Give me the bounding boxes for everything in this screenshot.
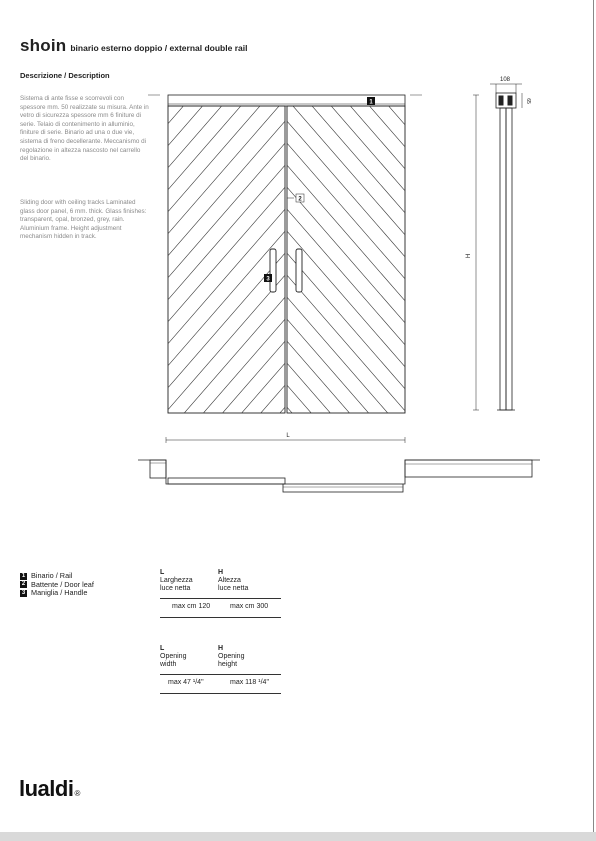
legend-number: 3 (21, 589, 26, 596)
chevron-stripe (86, 208, 286, 438)
spec-table-metric (160, 569, 281, 618)
spec-code: H (218, 569, 224, 576)
chevron-stripe (86, 186, 286, 416)
chevron-stripe (86, 32, 286, 262)
legend-number: 1 (21, 572, 26, 579)
logo-text: lualdi (19, 776, 74, 801)
chevron-stripe (286, 98, 486, 328)
callout-3 (264, 274, 272, 283)
chevron-stripe (286, 76, 486, 306)
description-english: Sliding door with ceiling tracks Laminated glass door panel, 6 mm. thick. Glass finishes: transparent, opal, bronzed, grey, rain. Aluminium frame. Height adjustment mechanism hidden in track. (20, 199, 147, 241)
chevron-stripe (286, 164, 486, 394)
legend-label: Binario / Rail (31, 571, 73, 580)
chevron-stripe (86, 318, 286, 548)
dim-label-width: L (286, 433, 290, 439)
product-name: shoin (20, 36, 67, 55)
chevron-stripe (286, 120, 486, 350)
product-subtitle: binario esterno doppio / external double rail (70, 43, 248, 53)
chevron-stripe (286, 10, 486, 240)
chevron-stripe (286, 142, 486, 372)
chevron-stripe (86, 164, 286, 394)
spec-code: L (160, 569, 165, 576)
brand-logo (19, 776, 80, 802)
chevron-stripe (286, 296, 486, 526)
spec-code: L (160, 645, 165, 652)
chevron-stripe (86, 340, 286, 570)
side-section-view (473, 84, 522, 410)
spec-label: luce netta (218, 585, 249, 592)
registered-mark: ® (74, 789, 80, 798)
handle-left (270, 249, 276, 292)
spec-value: max cm 120 (172, 603, 211, 610)
chevron-stripe (286, 252, 486, 482)
spec-value: max 118 ¹/4" (230, 679, 269, 686)
callout-1 (367, 97, 375, 106)
chevron-stripe (86, 274, 286, 504)
chevron-stripe (286, 230, 486, 460)
legend-number: 2 (21, 581, 26, 588)
door-leaf-left (86, 0, 286, 636)
legend-item (20, 589, 94, 598)
callout-2 (287, 194, 304, 203)
chevron-stripe (86, 120, 286, 350)
spec-label: width (160, 661, 177, 668)
chevron-stripe (286, 208, 486, 438)
spec-label: height (218, 661, 238, 668)
section-title: Descrizione / Description (20, 71, 110, 80)
chevron-stripe (86, 0, 286, 218)
chevron-stripe (286, 406, 486, 636)
spec-label: Larghezza (160, 577, 193, 584)
chevron-stripe (86, 54, 286, 284)
chevron-stripe (86, 296, 286, 526)
chevron-stripe (86, 362, 286, 592)
handle-right (296, 249, 302, 292)
chevron-stripe (286, 384, 486, 614)
chevron-stripe (286, 0, 486, 218)
chevron-stripe (86, 142, 286, 372)
chevron-stripe (286, 318, 486, 548)
spec-table-imperial (160, 645, 281, 694)
chevron-stripe (286, 0, 486, 196)
plan-view (138, 437, 540, 492)
legend-label: Battente / Door leaf (31, 579, 94, 589)
chevron-stripe (286, 0, 486, 174)
chevron-stripe (286, 186, 486, 416)
chevron-stripe (86, 98, 286, 328)
chevron-stripe (286, 32, 486, 262)
chevron-stripe (286, 54, 486, 284)
dim-label-rail-width: 108 (499, 77, 511, 83)
chevron-stripe (86, 0, 286, 152)
legend (20, 572, 94, 598)
chevron-stripe (86, 230, 286, 460)
spec-label: Altezza (218, 577, 241, 584)
door-leaf-right (286, 0, 486, 636)
dim-label-rail-height: 65 (525, 98, 531, 104)
dim-label-height: H (466, 253, 472, 259)
chevron-stripe (286, 340, 486, 570)
spec-value: max 47 ¹/4" (168, 679, 204, 686)
chevron-stripe (286, 0, 486, 152)
chevron-stripe (86, 0, 286, 196)
chevron-stripe (286, 274, 486, 504)
chevron-stripe (86, 76, 286, 306)
legend-label: Maniglia / Handle (31, 588, 88, 598)
svg-text:2: 2 (298, 196, 302, 203)
description-italian: Sistema di ante fisse e scorrevoli con spessore mm. 50 realizzate su misura. Ante in vetro di sicurezza spessore mm 6 finiture di serie. Telaio di contenimento in alluminio, finiture di serie. Binario ad una o due vie, sistema di freno decellerante. Meccanismo di regolazione in altezza nascosto nel carrello del binario. (20, 95, 149, 163)
spec-value: max cm 300 (230, 603, 269, 610)
chevron-stripe (86, 0, 286, 174)
chevron-stripe (86, 10, 286, 240)
spec-label: luce netta (160, 585, 191, 592)
chevron-stripe (86, 252, 286, 482)
spec-label: Opening (218, 653, 245, 660)
spec-label: Opening (160, 653, 187, 660)
spec-code: H (218, 645, 224, 652)
svg-text:3: 3 (266, 276, 270, 283)
svg-text:1: 1 (369, 99, 373, 106)
